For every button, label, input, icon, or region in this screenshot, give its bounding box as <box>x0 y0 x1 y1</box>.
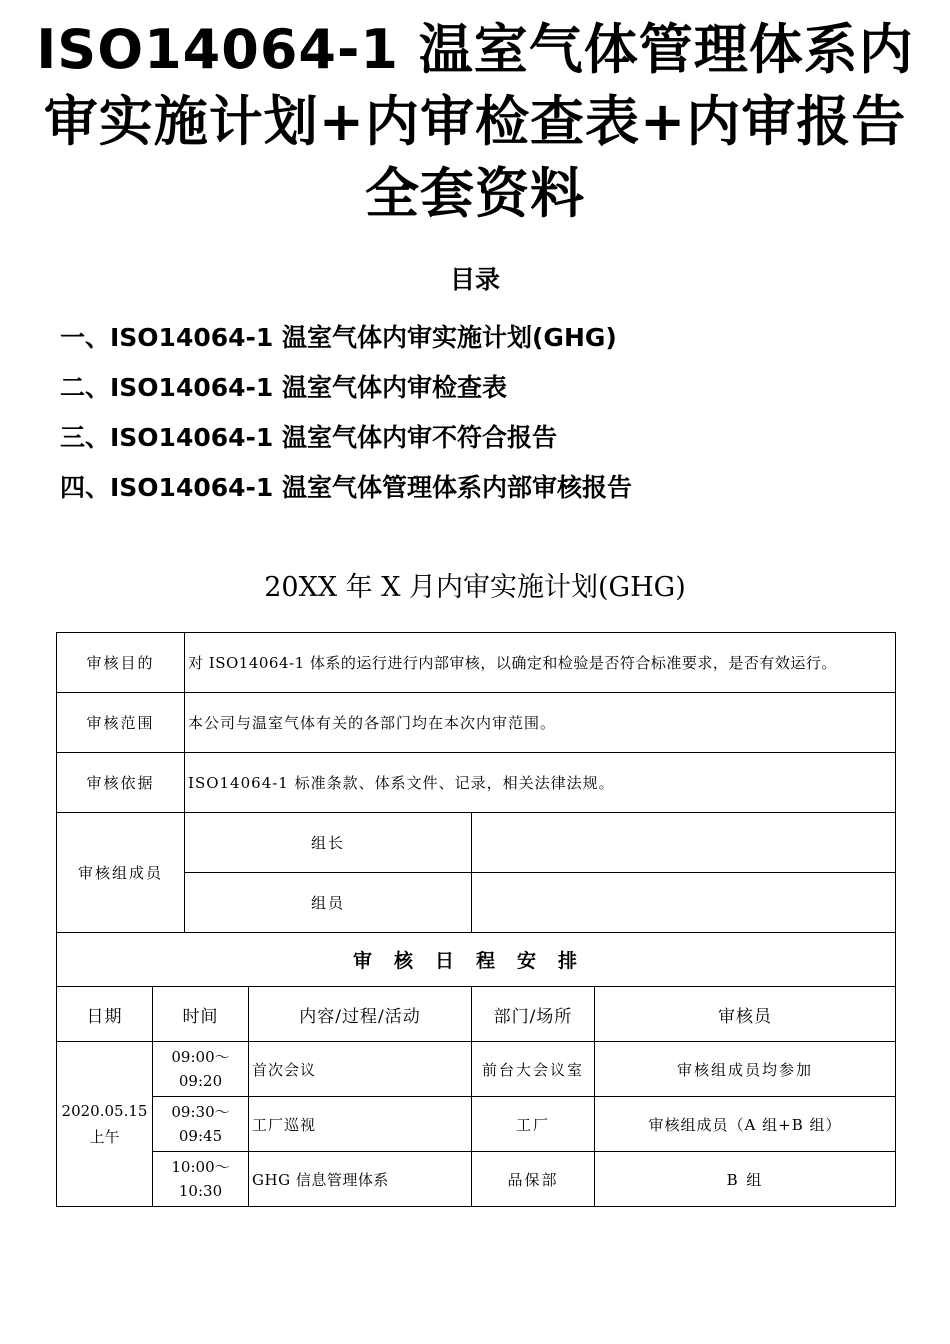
schedule-date <box>57 1042 153 1207</box>
document-title: ISO14064-1 温室气体管理体系内审实施计划+内审检查表+内审报告全套资料 <box>36 18 914 225</box>
schedule-dept: 品保部 <box>472 1152 595 1207</box>
toc-item-3[interactable]: 三、ISO14064-1 温室气体内审不符合报告 <box>60 423 558 452</box>
schedule-date-line2: 上午 <box>89 1128 120 1146</box>
purpose-value: 对 ISO14064-1 体系的运行进行内部审核，以确定和检验是否符合标准要求，是否有效运行。 <box>185 633 896 693</box>
purpose-row <box>57 633 896 693</box>
header-content: 内容/过程/活动 <box>249 987 472 1042</box>
toc-item-4[interactable]: 四、ISO14064-1 温室气体管理体系内部审核报告 <box>60 473 633 502</box>
audit-plan-title: 20XX 年 X 月内审实施计划(GHG) <box>264 572 686 603</box>
schedule-auditor: 审核组成员（A 组+B 组） <box>595 1097 896 1152</box>
table-row <box>57 1152 896 1207</box>
toc-item-1[interactable]: 一、ISO14064-1 温室气体内审实施计划(GHG) <box>60 323 617 352</box>
leader-value <box>472 813 896 873</box>
schedule-dept: 前台大会议室 <box>472 1042 595 1097</box>
time-end: 09:45 <box>178 1127 223 1145</box>
header-time: 时间 <box>153 987 249 1042</box>
header-date: 日期 <box>57 987 153 1042</box>
header-dept: 部门/场所 <box>472 987 595 1042</box>
schedule-dept: 工厂 <box>472 1097 595 1152</box>
member-label: 组员 <box>185 873 472 933</box>
schedule-date-line1: 2020.05.15 <box>61 1102 148 1120</box>
time-end: 09:20 <box>178 1072 223 1090</box>
schedule-heading-row <box>57 933 896 987</box>
table-row <box>57 1042 896 1097</box>
time-start: 09:30～ <box>171 1103 230 1121</box>
schedule-content: GHG 信息管理体系 <box>249 1152 472 1207</box>
schedule-heading: 审核日程安排 <box>57 933 896 987</box>
basis-value: ISO14064-1 标准条款、体系文件、记录，相关法律法规。 <box>185 753 896 813</box>
schedule-content: 首次会议 <box>249 1042 472 1097</box>
audit-plan-table <box>56 632 896 1207</box>
team-label: 审核组成员 <box>57 813 185 933</box>
time-start: 09:00～ <box>171 1048 230 1066</box>
scope-label: 审核范围 <box>57 693 185 753</box>
schedule-auditor: B 组 <box>595 1152 896 1207</box>
time-start: 10:00～ <box>171 1158 230 1176</box>
schedule-time <box>153 1042 249 1097</box>
table-row <box>57 1097 896 1152</box>
purpose-label: 审核目的 <box>57 633 185 693</box>
schedule-time <box>153 1097 249 1152</box>
scope-value: 本公司与温室气体有关的各部门均在本次内审范围。 <box>185 693 896 753</box>
member-value <box>472 873 896 933</box>
basis-label: 审核依据 <box>57 753 185 813</box>
table-of-contents <box>60 313 632 513</box>
scope-row <box>57 693 896 753</box>
basis-row <box>57 753 896 813</box>
schedule-header-row <box>57 987 896 1042</box>
team-leader-row <box>57 813 896 873</box>
schedule-auditor: 审核组成员均参加 <box>595 1042 896 1097</box>
leader-label: 组长 <box>185 813 472 873</box>
schedule-content: 工厂巡视 <box>249 1097 472 1152</box>
toc-heading: 目录 <box>449 265 500 294</box>
schedule-time <box>153 1152 249 1207</box>
time-end: 10:30 <box>178 1182 223 1200</box>
toc-item-2[interactable]: 二、ISO14064-1 温室气体内审检查表 <box>60 373 508 402</box>
header-auditor: 审核员 <box>595 987 896 1042</box>
